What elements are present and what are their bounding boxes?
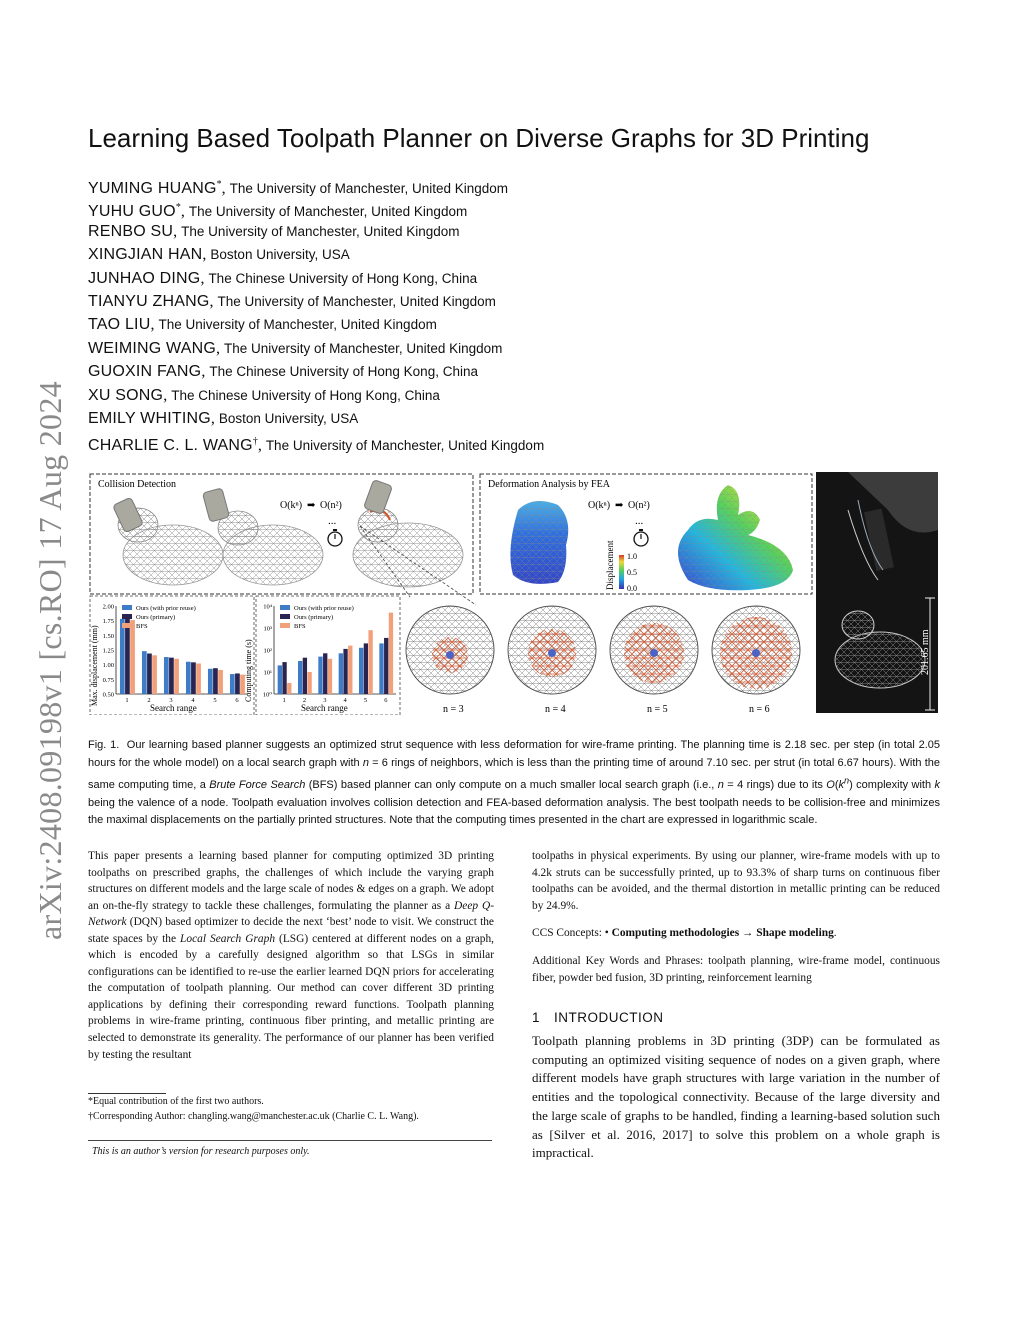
x-tick-label: 5 bbox=[363, 697, 368, 704]
author-affiliation: The University of Manchester, United Kingdom bbox=[265, 438, 545, 454]
x-tick-label: 6 bbox=[235, 697, 239, 704]
author-name: YUHU GUO bbox=[88, 203, 176, 221]
fea-ellipsis: ... bbox=[635, 515, 644, 527]
bar bbox=[218, 670, 223, 694]
author-name: YUMING HUANG bbox=[88, 180, 217, 197]
bar bbox=[208, 669, 213, 694]
author-list bbox=[88, 173, 544, 454]
legend-label: BFS bbox=[294, 623, 306, 630]
section-number: 1 bbox=[532, 1010, 541, 1025]
author-mark: * bbox=[216, 179, 222, 190]
y-tick-label: 10⁴ bbox=[263, 603, 272, 611]
bar bbox=[318, 657, 322, 694]
bar bbox=[359, 648, 363, 694]
author-affiliation: The University of Manchester, United Kingdom bbox=[158, 317, 437, 333]
fea-full-model bbox=[678, 485, 793, 590]
bar bbox=[152, 655, 157, 694]
displacement-axis-label: Displacement bbox=[605, 540, 615, 590]
printhead-icon bbox=[202, 488, 229, 522]
author-name: WEIMING WANG bbox=[88, 339, 217, 357]
bar bbox=[142, 651, 147, 694]
bar bbox=[389, 613, 393, 694]
footer-note: This is an author’s version for research purposes only. bbox=[92, 1146, 310, 1157]
bar bbox=[213, 668, 218, 694]
y-tick-label: 2.00 bbox=[102, 603, 114, 611]
bar bbox=[298, 661, 302, 694]
collision-detection-label: Collision Detection bbox=[98, 479, 177, 490]
bar bbox=[368, 630, 372, 694]
bar bbox=[287, 683, 291, 694]
introduction-paragraph: Toolpath planning problems in 3D printing (3DP) can be formulated as computing an optimized visiting sequence of nodes on a given graph, where different models have graph structures with large variation in the number of entities and the topological connectivity. Because of the large diversity and the large scale of graphs to be handled, finding a learning-based solution such as [Silver et al. 2016, 2017] to solve this problem on a whole graph is impractical. bbox=[532, 1033, 940, 1161]
author-name: GUOXIN FANG bbox=[88, 363, 202, 381]
author-affiliation: The University of Manchester, United Kingdom bbox=[224, 340, 503, 356]
fea-partial-model bbox=[510, 501, 568, 584]
author-affiliation: Boston University, USA bbox=[210, 247, 350, 263]
teaser-figure bbox=[88, 470, 940, 715]
height-label: 201.65 mm bbox=[920, 629, 931, 675]
author-affiliation: Boston University, USA bbox=[218, 410, 359, 426]
ring-diagram-4 bbox=[508, 606, 596, 715]
chart1-xlabel: Search range bbox=[150, 703, 197, 713]
section-heading bbox=[532, 1010, 664, 1025]
printing-photo bbox=[816, 472, 938, 713]
fea-complexity-to: O(n²) bbox=[628, 500, 650, 511]
chart2-xlabel: Search range bbox=[301, 703, 348, 713]
y-tick-label: 10² bbox=[263, 647, 272, 655]
ellipsis: ... bbox=[328, 515, 337, 527]
footnote-corresponding-author: †Corresponding Author: changling.wang@manchester.ac.uk (Charlie C. L. Wang). bbox=[88, 1111, 419, 1122]
bar bbox=[191, 662, 196, 694]
legend-swatch bbox=[280, 605, 290, 610]
keywords: Additional Key Words and Phrases: toolpath planning, wire-frame model, continuous fiber, powder bed fusion, 3D printing, reinforcement learning bbox=[532, 955, 940, 984]
author-affiliation: The Chinese University of Hong Kong, China bbox=[171, 387, 440, 403]
abstract-right-column: toolpaths in physical experiments. By using our planner, wire-frame models with up to 4.2k struts can be successfully printed, up to 93.3% of sharp turns on continuous fiber toolpaths can be avoided, and the thermal distortion in metallic printing can be reduced by 24.9%. bbox=[532, 850, 940, 912]
author-name: RENBO SU bbox=[88, 222, 174, 240]
figure-caption bbox=[88, 737, 940, 830]
bar bbox=[147, 654, 152, 694]
arxiv-identifier: arXiv:2408.09198v1 [cs.RO] 17 Aug 2024 bbox=[32, 381, 68, 940]
author-affiliation: The University of Manchester, United Kingdom bbox=[229, 181, 509, 196]
bar bbox=[196, 663, 201, 694]
y-tick-label: 10³ bbox=[263, 625, 272, 633]
bunny-mesh-3 bbox=[353, 479, 463, 587]
author-entry: XINGJIAN HAN, Boston University, USA bbox=[88, 246, 350, 264]
ring-diagram-3 bbox=[406, 606, 494, 715]
y-tick-label: 10⁰ bbox=[262, 691, 272, 699]
ring-diagram-6 bbox=[712, 606, 800, 715]
legend-swatch bbox=[122, 614, 132, 619]
author-name: TAO LIU bbox=[88, 316, 151, 334]
y-tick-label: 10¹ bbox=[263, 669, 272, 677]
colorbar-tick: 0.5 bbox=[627, 568, 637, 577]
bar bbox=[169, 658, 174, 694]
x-tick-label: 3 bbox=[323, 697, 327, 704]
author-entry: JUNHAO DING, The Chinese University of Hong Kong, China bbox=[88, 269, 478, 287]
complexity-from: O(kⁿ) bbox=[280, 500, 303, 511]
author-mark: * bbox=[175, 202, 181, 214]
author-entry: TIANYU ZHANG, The University of Manchester, United Kingdom bbox=[88, 292, 496, 310]
caption-text: Our learning based planner suggests an optimized strut sequence with less deformation for wire-frame printing. The planning time is 2.18 sec. per step (in total 2.05 hours for the whole model) on a local search graph with n = 6 rings of neighbors, which is less than the printing time of around 7.10 sec. per strut (in total 6.67 hours). With the same computing time, a Brute Force Search (BFS) based planner can only compute on a much smaller local search graph (i.e., n = 4 rings) due to its $O(k^n)$ complexity with k being the valence of a node. Toolpath evaluation involves collision detection and FEA-based deformation analysis. The best toolpath needs to be collision-free and minimizes the maximal displacements on the partially printed structures. Note that the computing times presented in the chart are expressed in logarithmic scale. bbox=[88, 739, 941, 827]
ring-diagram-5 bbox=[610, 606, 698, 715]
author-entry: YUHU GUO*, The University of Manchester, United Kingdom bbox=[88, 202, 468, 221]
bunny-mesh-1 bbox=[113, 497, 223, 585]
bar bbox=[125, 619, 130, 694]
author-affiliation: The University of Manchester, United Kingdom bbox=[181, 223, 460, 239]
author-entry: WEIMING WANG, The University of Manchester, United Kingdom bbox=[88, 339, 503, 357]
fea-complexity-from: O(kⁿ) bbox=[588, 500, 611, 511]
author-affiliation: The University of Manchester, United Kingdom bbox=[217, 293, 496, 309]
author-name: EMILY WHITING bbox=[88, 409, 211, 427]
author-entry: GUOXIN FANG, The Chinese University of Hong Kong, China bbox=[88, 363, 478, 381]
ring-label: n = 6 bbox=[749, 704, 770, 715]
legend-label: Ours (with prior reuse) bbox=[294, 605, 354, 612]
author-name: XINGJIAN HAN bbox=[88, 246, 203, 264]
legend-swatch bbox=[280, 623, 290, 628]
computing-time-chart bbox=[244, 596, 400, 715]
bar bbox=[364, 643, 368, 694]
caption-label: Fig. 1. bbox=[88, 739, 120, 751]
legend-label: BFS bbox=[136, 623, 148, 630]
legend-swatch bbox=[280, 614, 290, 619]
y-tick-label: 0.50 bbox=[102, 691, 114, 699]
author-mark: † bbox=[252, 436, 258, 448]
author-entry: YUMING HUANG*, The University of Manchester, United Kingdom bbox=[88, 179, 509, 197]
author-entry: TAO LIU, The University of Manchester, United Kingdom bbox=[88, 316, 437, 334]
displacement-chart bbox=[90, 596, 254, 715]
footnote-rule bbox=[88, 1093, 166, 1094]
complexity-to: O(n²) bbox=[320, 500, 342, 511]
x-tick-label: 3 bbox=[169, 697, 173, 704]
bunny-mesh-2 bbox=[202, 488, 323, 585]
author-entry: RENBO SU, The University of Manchester, United Kingdom bbox=[88, 222, 460, 240]
author-affiliation: The Chinese University of Hong Kong, China bbox=[209, 364, 478, 380]
ring-label: n = 5 bbox=[647, 704, 668, 715]
author-name: TIANYU ZHANG bbox=[88, 292, 210, 310]
x-tick-label: 1 bbox=[125, 697, 129, 704]
y-tick-label: 1.50 bbox=[102, 632, 114, 640]
bar bbox=[343, 649, 347, 694]
ring-label: n = 4 bbox=[545, 704, 566, 715]
legend-label: Ours (with prior reuse) bbox=[136, 605, 196, 612]
legend-swatch bbox=[122, 623, 132, 628]
legend-swatch bbox=[122, 605, 132, 610]
bar bbox=[323, 653, 327, 694]
y-tick-label: 1.00 bbox=[102, 662, 114, 670]
stopwatch-icon bbox=[328, 529, 342, 546]
x-tick-label: 2 bbox=[147, 697, 151, 704]
fea-stopwatch-icon bbox=[634, 529, 648, 546]
colorbar-tick: 1.0 bbox=[627, 552, 637, 561]
bar bbox=[328, 659, 332, 694]
bar bbox=[339, 653, 343, 694]
bar bbox=[307, 672, 311, 694]
author-entry: CHARLIE C. L. WANG†, The University of Manchester, United Kingdom bbox=[88, 436, 545, 455]
section-title: INTRODUCTION bbox=[554, 1010, 664, 1025]
bar bbox=[282, 662, 286, 694]
x-tick-label: 2 bbox=[302, 697, 307, 704]
x-tick-label: 4 bbox=[343, 697, 347, 704]
legend-label: Ours (primary) bbox=[136, 614, 176, 621]
bar bbox=[130, 620, 135, 694]
bar bbox=[303, 658, 307, 694]
bar bbox=[278, 665, 282, 694]
colorbar-tick: 0.0 bbox=[627, 584, 637, 593]
fea-arrow-icon: ➡ bbox=[615, 500, 624, 511]
y-tick-label: 1.25 bbox=[102, 647, 114, 655]
author-name: CHARLIE C. L. WANG bbox=[88, 437, 253, 455]
ccs-concepts: CCS Concepts: • Computing methodologies → Shape modeling. bbox=[532, 927, 837, 939]
bar bbox=[384, 638, 388, 694]
x-tick-label: 6 bbox=[384, 697, 388, 704]
ring-label: n = 3 bbox=[443, 704, 464, 715]
printhead-icon bbox=[363, 479, 392, 514]
author-affiliation: The University of Manchester, United Kingdom bbox=[188, 204, 468, 220]
author-name: JUNHAO DING bbox=[88, 269, 201, 287]
paper-title: Learning Based Toolpath Planner on Diverse Graphs for 3D Printing bbox=[88, 123, 870, 153]
bar bbox=[348, 646, 352, 694]
arrow-icon: ➡ bbox=[307, 500, 316, 511]
colorbar bbox=[619, 555, 624, 589]
bar bbox=[230, 674, 235, 694]
bar bbox=[379, 643, 383, 694]
x-tick-label: 5 bbox=[213, 697, 217, 704]
author-entry: XU SONG, The Chinese University of Hong Kong, China bbox=[88, 386, 440, 404]
bar bbox=[120, 619, 125, 694]
footnote-equal-contribution: *Equal contribution of the first two authors. bbox=[88, 1096, 264, 1107]
author-affiliation: The Chinese University of Hong Kong, China bbox=[208, 270, 478, 286]
chart2-ylabel: Computing time (s) bbox=[244, 639, 253, 702]
bar bbox=[186, 662, 191, 694]
y-tick-label: 0.75 bbox=[102, 676, 114, 684]
fea-label: Deformation Analysis by FEA bbox=[488, 479, 610, 490]
bar bbox=[174, 659, 179, 694]
abstract-left-column: This paper presents a learning based planner for computing optimized 3D printing toolpaths on prescribed graphs, the challenges of which include the varying graph structures on different models and the large scale of nodes & edges on a graph. We adopt an on-the-fly strategy to tackle these challenges, formulating the planner as a Deep Q-Network (DQN) based optimizer to decide the next ‘best’ node to visit. We construct the state spaces by the Local Search Graph (LSG) centered at different nodes on a graph, which is encoded by a carefully designed algorithm so that LSGs in similar configurations can be identified to re-use the earlier learned DQN priors for accelerating the computation of toolpath planning. Our method can cover different 3D printing applications by defining their corresponding reward functions. Toolpath planning problems in wire-frame printing, continuous fiber printing, and metallic printing are selected to demonstrate its generality. The performance of our planner has been verified by testing the resultant bbox=[88, 850, 494, 1061]
author-entry: EMILY WHITING, Boston University, USA bbox=[88, 409, 359, 427]
x-tick-label: 4 bbox=[191, 697, 195, 704]
legend-label: Ours (primary) bbox=[294, 614, 334, 621]
y-tick-label: 1.75 bbox=[102, 618, 114, 626]
chart1-ylabel: Max. displacement (mm) bbox=[90, 625, 99, 706]
bar bbox=[164, 657, 169, 694]
author-name: XU SONG bbox=[88, 386, 164, 404]
x-tick-label: 1 bbox=[282, 697, 286, 704]
footer-rule bbox=[88, 1140, 492, 1141]
bar bbox=[235, 673, 240, 694]
